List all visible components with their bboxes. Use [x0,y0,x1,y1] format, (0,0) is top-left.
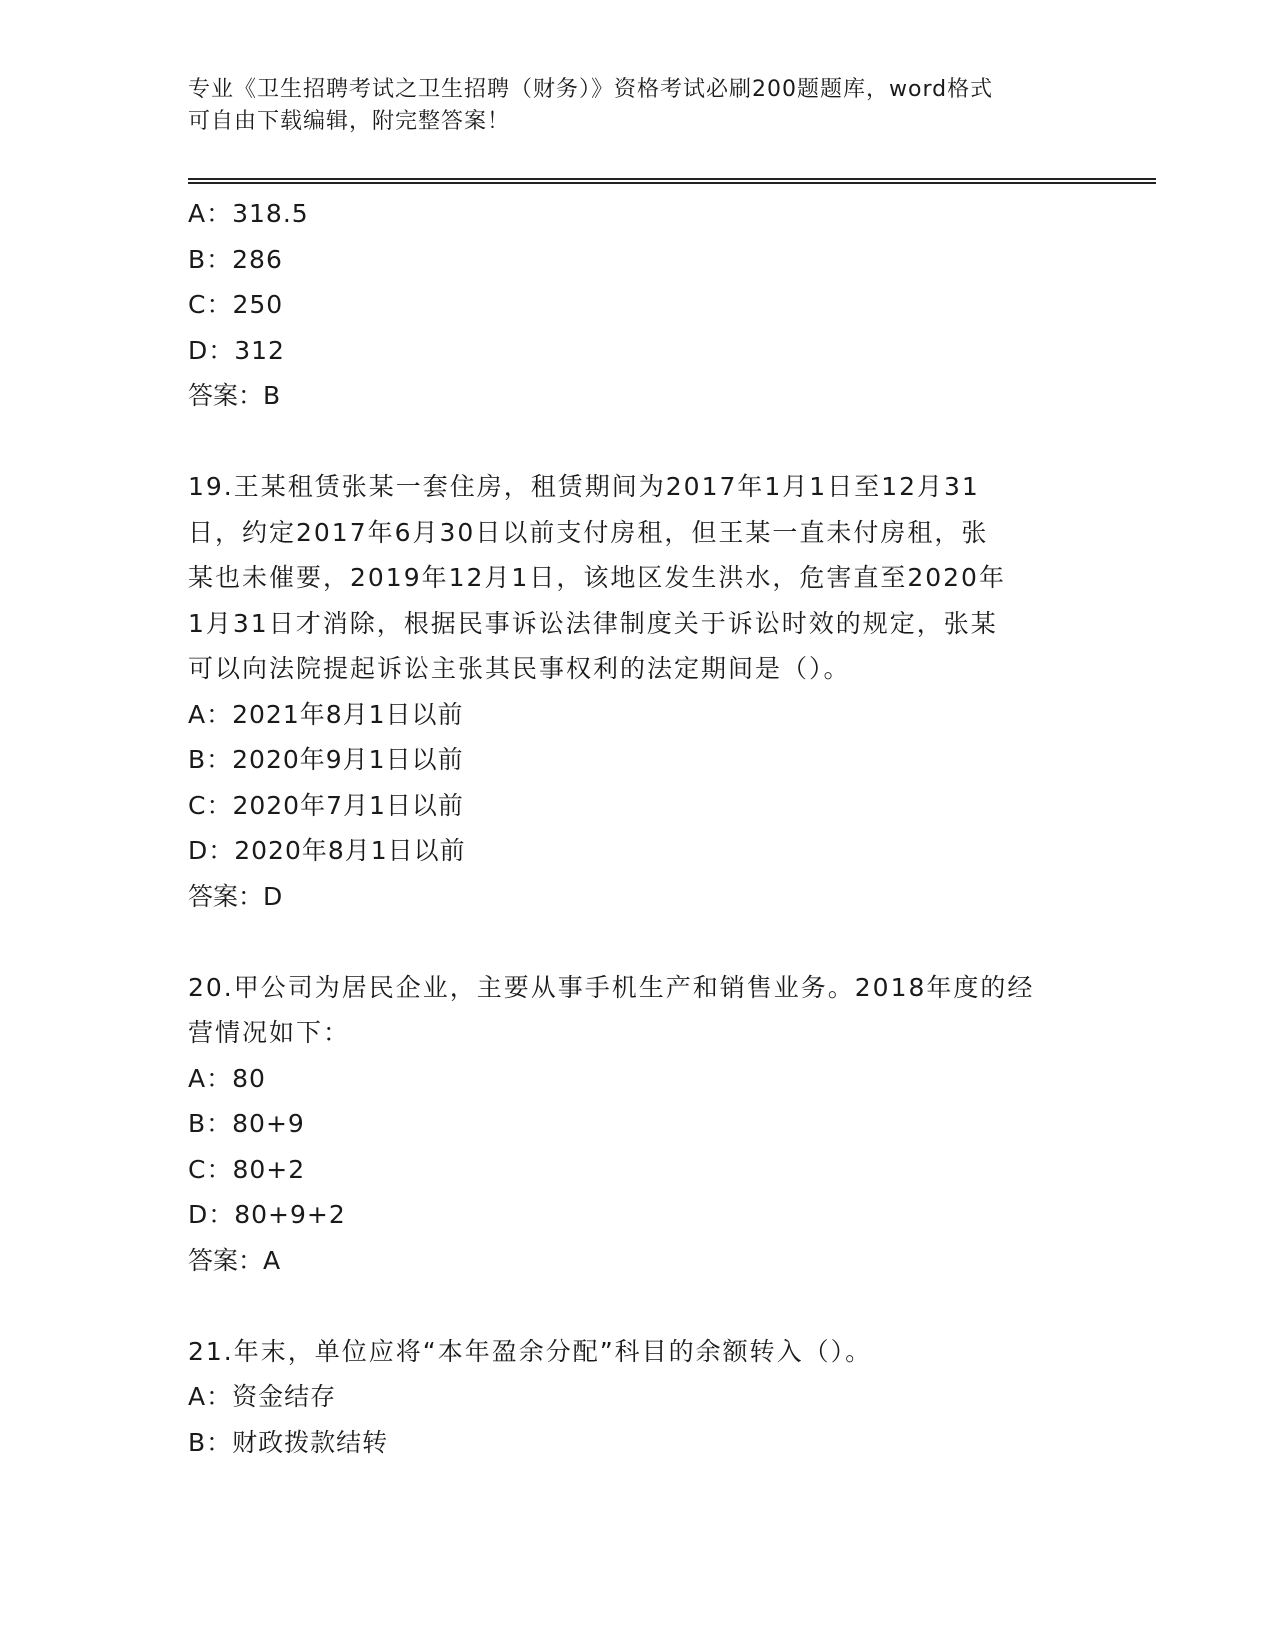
option-c: C：2020年7月1日以前 [188,790,464,820]
question-20 [188,965,1088,1284]
question-stem [188,1329,1088,1375]
spacer [188,919,1088,965]
question-19 [188,464,1088,919]
option-d: D：2020年8月1日以前 [188,836,466,865]
question-line: 21.年末，单位应将“本年盈余分配”科目的余额转入（）。 [188,1336,873,1366]
question-line: 可以向法院提起诉讼主张其民事权利的法定期间是（）。 [188,654,851,683]
spacer [188,419,1088,465]
question-line: 20.甲公司为居民企业，主要从事手机生产和销售业务。2018年度的经 [188,972,1035,1002]
option-a: A：资金结存 [188,1382,337,1411]
option-c: C：80+2 [188,1154,306,1184]
question-line: 日，约定2017年6月30日以前支付房租，但王某一直未付房租，张 [188,517,989,547]
question-21 [188,1329,1088,1466]
spacer [188,1283,1088,1329]
header-line-2: 可自由下载编辑，附完整答案！ [188,109,511,134]
question-list [188,191,1088,1465]
answer: 答案：A [188,1245,281,1275]
question-stem [188,965,1088,1056]
header-line-1: 专业《卫生招聘考试之卫生招聘（财务）》资格考试必刷200题题库，word格式 [188,77,994,102]
header-divider-bottom [188,182,1156,184]
question-line: 营情况如下： [188,1018,351,1047]
option-c: C：250 [188,290,284,319]
option-d: D：80+9+2 [188,1200,346,1229]
option-a: A：318.5 [188,199,309,228]
answer: 答案：B [188,381,281,410]
question-18 [188,191,1088,419]
option-b: B：2020年9月1日以前 [188,745,464,774]
option-b: B：财政拨款结转 [188,1427,389,1457]
answer: 答案：D [188,881,283,911]
option-a: A：2021年8月1日以前 [188,699,464,729]
question-line: 19.王某租赁张某一套住房，租赁期间为2017年1月1日至12月31 [188,472,980,501]
option-a: A：80 [188,1063,266,1093]
header-divider-top [188,178,1156,180]
option-d: D：312 [188,335,285,365]
question-line: 1月31日才消除，根据民事诉讼法律制度关于诉讼时效的规定，张某 [188,608,998,638]
question-stem [188,464,1088,692]
question-line: 某也未催要，2019年12月1日，该地区发生洪水，危害直至2020年 [188,563,1006,592]
document-header [188,74,1068,138]
option-b: B：286 [188,244,283,274]
option-b: B：80+9 [188,1109,305,1138]
